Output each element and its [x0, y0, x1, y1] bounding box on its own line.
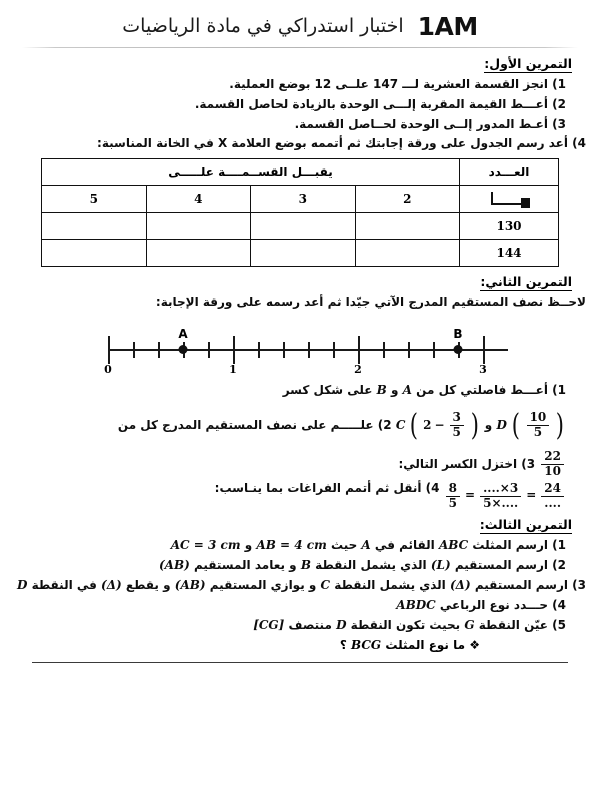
- exercise-3-heading-text: التمرين الثالث:: [479, 517, 572, 533]
- exercise-2-item-4: [0, 479, 600, 511]
- ex2-point-c-expr: [396, 401, 481, 451]
- table-row: [42, 240, 559, 267]
- number-line-tick-label: 0: [104, 362, 112, 376]
- ex2-d-den: 5: [533, 425, 543, 440]
- table-span-header: يقبـــل القســمــــة علـــــى: [42, 159, 460, 186]
- ex2-d-num: 10: [527, 411, 550, 426]
- ex3-item2-and: و يعامد المستقيم: [193, 558, 297, 573]
- number-line-point-a: [179, 345, 188, 354]
- table-row: [42, 213, 559, 240]
- exercise-2-item-3: [0, 450, 600, 479]
- table-row-label-144: 144: [460, 240, 559, 267]
- exercise-3-item-4: [0, 596, 600, 616]
- page-title: اختبار استدراكي في مادة الرياضيات: [122, 15, 404, 37]
- exercise-1-heading-text: التمرين الأول:: [484, 56, 572, 71]
- ex3-item3-at: في النقطة: [31, 578, 97, 593]
- ex3-item5-pre: 5) عيّن النقطة: [478, 617, 566, 632]
- ex2-c-whole: 2: [423, 417, 432, 432]
- ex2-point-c-fraction: [450, 411, 464, 440]
- table-cell-130-4[interactable]: [146, 213, 251, 240]
- ex3-item3-mid: الذي يشمل النقطة: [334, 578, 446, 593]
- table-col-header-3: 3: [251, 186, 356, 213]
- ex3-item1-where: حيث: [330, 538, 358, 553]
- exercise-1-item-1: 1) انجز القسمة العشرية لـــ 147 علــى 12 بوضع العملية.: [229, 77, 566, 91]
- ex3-segment-ab: (AB): [158, 558, 190, 573]
- ex3-triangle-abc: ABC: [438, 538, 469, 553]
- number-line-minor-tick: [333, 342, 335, 358]
- number-line-major-tick: [108, 336, 110, 364]
- number-line-point-label-a: A: [178, 326, 188, 341]
- paren-open-icon: (: [511, 407, 520, 443]
- table-cell-144-2[interactable]: [355, 240, 460, 267]
- table-header-row-2: [42, 186, 559, 213]
- ex3-item1-mid: القائم في: [374, 538, 435, 553]
- exercise-2-heading-text: التمرين الثاني:: [480, 274, 572, 290]
- number-line-major-tick: [483, 336, 485, 364]
- number-line-minor-tick: [283, 342, 285, 358]
- exercise-2-heading: [0, 274, 600, 289]
- ex3-length-ac: AC = 3 cm: [170, 538, 241, 553]
- table-cell-130-2[interactable]: [355, 213, 460, 240]
- number-line-point-b: [454, 345, 463, 354]
- ex2-item4-f1-num: 8: [446, 482, 460, 497]
- table-header-row-1: [42, 159, 559, 186]
- table-cell-130-3[interactable]: [251, 213, 356, 240]
- grade-code: 1AM: [417, 11, 478, 41]
- ex3-point-d: D: [16, 578, 28, 593]
- table-cell-130-5[interactable]: [42, 213, 147, 240]
- table-cell-144-4[interactable]: [146, 240, 251, 267]
- ex2-item2-prefix: 2) علـــــم على نصف المستقيم المدرج كل من: [117, 417, 392, 432]
- number-line-figure: [0, 321, 600, 379]
- ex2-item4-frac-3: [541, 482, 564, 511]
- ex2-item4-f3-den: ....: [544, 495, 561, 510]
- ex3-item3-and: و يوازي المستقيم: [209, 578, 317, 593]
- ex3-segment-ab-2: (AB): [174, 578, 206, 593]
- exercise-2-item-2: [0, 401, 600, 451]
- ex2-item3-text: 3) اختزل الكسر التالي:: [398, 457, 536, 472]
- ex2-point-d-fraction: [527, 411, 550, 440]
- ex2-c-num: 3: [450, 411, 464, 426]
- footer-divider: [32, 662, 568, 663]
- ex3-point-c: C: [320, 578, 331, 593]
- table-arrow-cell: [460, 186, 559, 213]
- exercise-3-bullet: [0, 635, 600, 655]
- ex2-point-b: B: [376, 382, 387, 397]
- exercise-3-item-3: [0, 576, 600, 596]
- table-corner-label: العـــدد: [460, 159, 559, 186]
- number-line-minor-tick: [158, 342, 160, 358]
- table-col-header-4: 4: [146, 186, 251, 213]
- ex3-item2-mid: الذي يشمل النقطة: [315, 558, 427, 573]
- ex3-vertex-a: A: [361, 538, 371, 553]
- ex2-point-a: A: [402, 382, 412, 397]
- ex2-point-d-name: D: [496, 417, 507, 432]
- ex2-item3-den: 10: [544, 464, 561, 479]
- ex2-item4-frac-2: [480, 482, 521, 511]
- divisibility-table-wrap: [0, 154, 600, 267]
- ex3-triangle-bcg: BCG: [351, 638, 382, 653]
- ex2-point-c-name: C: [395, 417, 406, 432]
- number-line-minor-tick: [383, 342, 385, 358]
- table-col-header-2: 2: [355, 186, 460, 213]
- ex3-segment-cg: [CG]: [253, 617, 285, 632]
- ex3-point-b: B: [300, 558, 311, 573]
- ex3-line-l-2: (Δ): [101, 578, 122, 593]
- exercise-1-item-4: 4) أعد رسم الجدول على ورقة إجابتك ثم أتممه بوضع العلامة X في الخانة المناسبة:: [97, 136, 586, 151]
- paren-open-icon: (: [410, 407, 419, 443]
- number-line-tick-label: 2: [354, 362, 362, 376]
- ex2-item4-f2-num: ....×3: [480, 482, 521, 497]
- ex2-item1-prefix: 1) أعـــط فاصلتي كل من: [416, 382, 566, 397]
- number-line-tick-label: 3: [479, 362, 487, 376]
- number-line-point-label-b: B: [453, 326, 463, 341]
- ex2-item1-conj: و: [391, 382, 399, 397]
- ex3-item3-and2: و يقطع: [125, 578, 171, 593]
- ex3-item1-conj: و: [244, 538, 253, 553]
- ex3-item5-mid: بحيث تكون النقطة: [350, 617, 461, 632]
- header-divider: [22, 47, 578, 48]
- number-line-minor-tick: [308, 342, 310, 358]
- paren-close-icon: ): [470, 407, 479, 443]
- number-line-major-tick: [233, 336, 235, 364]
- ex3-quadrilateral-abdc: ABDC: [396, 597, 436, 612]
- exercise-2-intro: لاحــظ نصف المستقيم المدرج الآتي جيّدا ثم أعد رسمه على ورقة الإجابة:: [155, 295, 586, 310]
- ex2-point-d-expr: [496, 401, 566, 451]
- table-cell-144-5[interactable]: [42, 240, 147, 267]
- ex3-bullet-q: ؟: [339, 638, 347, 653]
- ex2-item3-num: 22: [541, 450, 564, 465]
- ex2-c-den: 5: [452, 425, 461, 440]
- ex3-item2-pre: 2) ارسم المستقيم: [454, 558, 566, 573]
- ex3-bullet-pre: ما نوع المثلث: [385, 638, 466, 653]
- ex3-item4-pre: 4) حـــدد نوع الرباعي: [439, 597, 566, 612]
- exercise-1-item-2: 2) أعـــط القيمة المقربة إلـــى الوحدة بالزيادة لحاصل القسمة.: [194, 96, 566, 111]
- ex2-item4-equation: [444, 482, 566, 511]
- minus-icon: −: [434, 417, 445, 432]
- number-line-minor-tick: [133, 342, 135, 358]
- exercise-1-heading: [0, 56, 600, 71]
- ex2-item4-f1-den: 5: [448, 495, 458, 510]
- ex3-line-delta: (Δ): [449, 578, 471, 593]
- ex2-item1-suffix: على شكل كسر: [282, 382, 373, 397]
- ex2-item4-text: 4) أنقل ثم أتمم الفراغات بما ينـاسب:: [214, 480, 440, 495]
- divisibility-table: [41, 158, 559, 267]
- page-header: [0, 8, 600, 44]
- equals-sign-2: =: [526, 488, 537, 503]
- table-col-header-5: 5: [42, 186, 147, 213]
- number-line-tick-label: 1: [229, 362, 237, 376]
- exercise-3-item-2: [0, 556, 600, 576]
- exercise-3-item-1: [0, 536, 600, 556]
- number-line-minor-tick: [433, 342, 435, 358]
- ex2-item4-f2-den: 5×....: [483, 495, 519, 510]
- equals-sign-1: =: [465, 488, 476, 503]
- ex2-item4-f3-num: 24: [541, 482, 564, 497]
- number-line-minor-tick: [408, 342, 410, 358]
- exam-sheet: [0, 56, 600, 663]
- number-line-major-tick: [358, 336, 360, 364]
- ex3-item3-pre: 3) ارسم المستقيم: [474, 578, 586, 593]
- exercise-3-heading: [0, 517, 600, 532]
- ex2-item2-conj: و: [484, 417, 493, 432]
- exercise-3-item-5: [0, 616, 600, 636]
- number-line-minor-tick: [258, 342, 260, 358]
- ex3-point-d-2: D: [336, 617, 347, 632]
- ex2-item4-frac-1: [446, 482, 460, 511]
- ex3-line-l: (L): [430, 558, 451, 573]
- table-cell-144-3[interactable]: [251, 240, 356, 267]
- paren-close-icon: ): [556, 407, 565, 443]
- table-row-label-130: 130: [460, 213, 559, 240]
- corner-arrow-icon: [487, 192, 531, 206]
- bullet-marker-icon: ❖: [469, 638, 480, 653]
- exercise-2-item-1: [0, 381, 600, 401]
- exercise-1-item-3: 3) أعـط المدور إلــى الوحدة لحــاصل القسمة.: [294, 116, 566, 131]
- ex3-length-ab: AB = 4 cm: [256, 538, 327, 553]
- ex3-point-g: G: [464, 617, 475, 632]
- number-line-minor-tick: [208, 342, 210, 358]
- ex3-item5-end: منتصف: [288, 617, 332, 632]
- ex2-item3-fraction: [541, 450, 564, 479]
- ex3-item1-pre: 1) ارسم المثلث: [472, 538, 566, 553]
